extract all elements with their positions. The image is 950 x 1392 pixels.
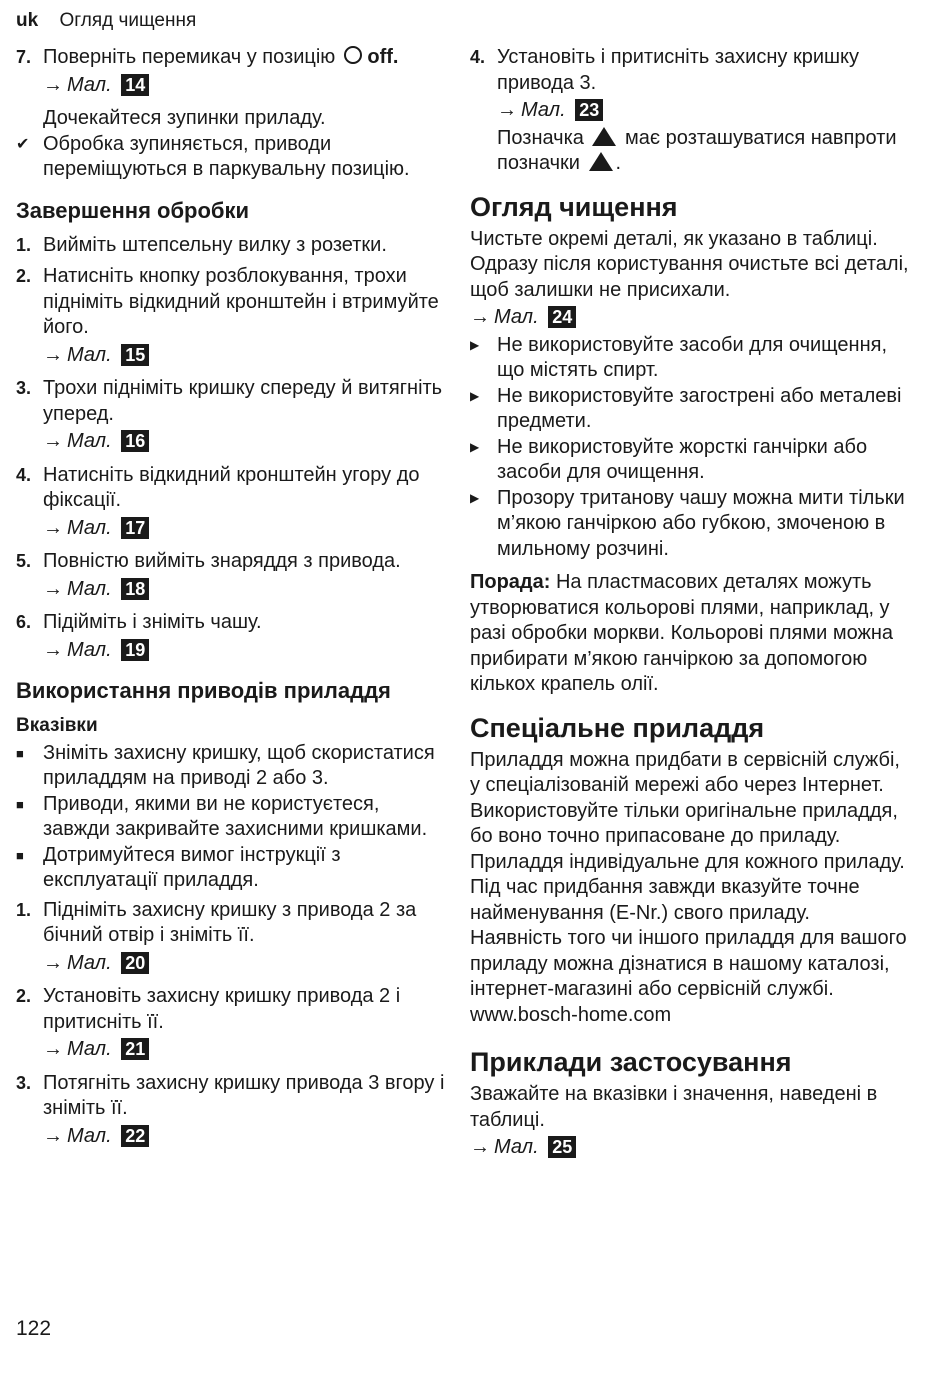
step-text: Натисніть кнопку розблокування, трохи підніміть відкидний кронштейн і втримуйте його. <box>43 265 439 338</box>
step-number: 3. <box>16 1072 32 1093</box>
arrow-right-icon: → <box>43 1038 63 1060</box>
bullet-item <box>16 843 448 894</box>
figure-label: Мал. <box>494 1136 539 1158</box>
result-line <box>16 132 448 183</box>
step-text: Повністю вийміть знаряддя з привода. <box>43 550 401 572</box>
bullet-item <box>470 384 910 435</box>
notes-title: Вказівки <box>16 715 98 736</box>
arrow-right-icon: → <box>43 343 63 366</box>
step-number: 1. <box>16 234 32 255</box>
step-number: 2. <box>16 986 32 1006</box>
arrow-right-icon: → <box>43 951 63 974</box>
numbered-step <box>16 984 448 1035</box>
figure-number: 21 <box>121 1038 149 1060</box>
figure-number: 17 <box>121 517 149 539</box>
figure-label: Мал. <box>67 577 112 600</box>
arrow-right-icon: → <box>43 577 63 600</box>
tip-text: На пластмасових деталях можуть утворюватися кольорові плями, наприклад, у разі обробки моркви. Кольорові плями можна прибирати м’якою ганчіркою за допомогою кількох крапель олії. <box>470 571 894 695</box>
figure-number: 22 <box>121 1125 149 1147</box>
website-link[interactable]: www.bosch-home.com <box>470 1003 672 1026</box>
wait-text: Дочекайтеся зупинки приладу. <box>43 107 326 129</box>
figure-number: 24 <box>548 306 576 328</box>
numbered-step <box>16 233 448 259</box>
figure-ref <box>43 73 448 99</box>
step-number: 5. <box>16 551 32 571</box>
triangle-bullet-icon: ▶ <box>470 439 480 454</box>
bullet-text: Дотримуйтеся вимог інструкції з експлуатації приладдя. <box>43 843 341 891</box>
figure-label: Мал. <box>67 951 112 974</box>
page-number: 122 <box>16 1317 52 1340</box>
step-text: Установіть захисну кришку привода 2 і притисніть її. <box>43 985 401 1033</box>
cleaning-paragraph-2: Одразу після користування очистьте всі деталі, щоб залишки не присихали. <box>470 253 909 301</box>
step-text: Установіть і притисніть захисну кришку привода 3. <box>497 46 860 94</box>
numbered-step <box>16 898 448 949</box>
triangle-mark-icon <box>592 127 616 146</box>
figure-label: Мал. <box>67 343 112 366</box>
mark-text-a: Позначка <box>497 126 584 149</box>
power-off-circle-icon <box>344 46 362 64</box>
step-text: Підійміть і зніміть чашу. <box>43 611 262 633</box>
triangle-bullet-icon: ▶ <box>470 490 480 505</box>
bullet-text: Прозору тританову чашу можна мити тільки м’якою ганчіркою або губкою, змоченою в мильному розчині. <box>497 486 905 560</box>
triangle-bullet-icon: ▶ <box>470 388 480 403</box>
arrow-right-icon: → <box>497 99 517 121</box>
tip-label: Порада: <box>470 571 551 593</box>
figure-number: 25 <box>548 1136 576 1158</box>
arrow-right-icon: → <box>470 1136 490 1158</box>
bullet-item <box>16 741 448 792</box>
step-7 <box>16 45 448 71</box>
step-text: Поверніть перемикач у позицію <box>43 46 336 68</box>
arrow-right-icon: → <box>43 73 63 96</box>
step-number: 4. <box>16 464 32 485</box>
section-title-finish: Завершення обробки <box>16 197 250 223</box>
finish-steps <box>16 233 448 664</box>
step-number: 4. <box>470 47 486 67</box>
bullet-text: Приводи, якими ви не користуєтеся, завжди закривайте захисними кришками. <box>43 792 428 840</box>
step-number: 7. <box>16 47 32 67</box>
square-bullet-icon: ■ <box>16 796 24 812</box>
special-paragraph-2: Приладдя індивідуальне для кожного приладу. Під час придбання завжди вказуйте точне найменування (E-Nr.) свого приладу. <box>470 850 905 924</box>
bullet-item <box>16 792 448 843</box>
step-number: 2. <box>16 266 32 286</box>
language-code: uk <box>16 10 39 31</box>
figure-label: Мал. <box>67 516 112 539</box>
figure-ref <box>43 638 448 664</box>
special-paragraph-3: Наявність того чи іншого приладдя для вашого приладу можна дізнатися в нашому каталозі, інтернет-магазині або сервісній службі. <box>470 927 907 1000</box>
figure-ref <box>43 343 448 369</box>
figure-number: 19 <box>121 639 149 661</box>
numbered-step <box>16 549 448 575</box>
tip-paragraph <box>470 570 910 698</box>
figure-number: 23 <box>575 99 603 121</box>
mark-text-b: має розташуватися навпроти позначки <box>497 126 897 174</box>
figure-label: Мал. <box>521 99 566 121</box>
accessories-steps <box>16 898 448 1150</box>
special-paragraph-1: Приладдя можна придбати в сервісній службі, у спеціалізованій мережі або через Інтернет. Використовуйте тільки оригінальне приладдя, бо воно точно припасоване до приладу. <box>470 748 900 847</box>
figure-label: Мал. <box>67 1124 112 1147</box>
section-title-accessories: Використання приводів приладдя <box>16 678 391 703</box>
square-bullet-icon: ■ <box>16 745 24 761</box>
figure-ref <box>497 98 910 124</box>
step-number: 6. <box>16 612 32 632</box>
arrow-right-icon: → <box>43 516 63 539</box>
numbered-step <box>16 463 448 514</box>
result-text: Обробка зупиняється, приводи переміщуються в паркувальну позицію. <box>43 132 410 180</box>
header-title: Огляд чищення <box>59 10 197 31</box>
notes-list <box>16 741 448 894</box>
numbered-step <box>16 610 448 636</box>
page-header <box>16 8 196 34</box>
figure-number: 20 <box>121 952 149 974</box>
step-text: Вийміть штепсельну вилку з розетки. <box>43 233 387 256</box>
figure-ref <box>43 1124 448 1150</box>
step-number: 1. <box>16 899 32 920</box>
bullet-text: Зніміть захисну кришку, щоб скористатися приладдям на приводі 2 або 3. <box>43 741 435 789</box>
cleaning-bullets <box>470 333 910 563</box>
off-label: off. <box>367 46 399 68</box>
bullet-text: Не використовуйте жорсткі ганчірки або засоби для очищення. <box>497 435 868 483</box>
triangle-mark-icon <box>589 152 613 171</box>
bullet-text: Не використовуйте загострені або металеві предмети. <box>497 384 902 432</box>
bullet-text: Не використовуйте засоби для очищення, що містять спирт. <box>497 333 887 381</box>
arrow-right-icon: → <box>43 430 63 452</box>
bullet-item <box>470 333 910 384</box>
figure-ref <box>470 1135 910 1161</box>
figure-label: Мал. <box>67 1038 112 1060</box>
step-text: Підніміть захисну кришку з привода 2 за бічний отвір і зніміть її. <box>43 898 417 946</box>
mark-note <box>497 126 910 177</box>
figure-ref <box>43 516 448 542</box>
step-text: Потягніть захисну кришку привода 3 вгору і зніміть її. <box>43 1071 445 1119</box>
numbered-step <box>16 1071 448 1122</box>
checkmark-icon: ✔ <box>16 135 30 153</box>
triangle-bullet-icon: ▶ <box>470 337 480 352</box>
arrow-right-icon: → <box>470 306 490 328</box>
cleaning-paragraph-1: Чистьте окремі деталі, як указано в таблиці. <box>470 227 878 250</box>
step-number: 3. <box>16 378 32 398</box>
figure-number: 14 <box>121 74 149 96</box>
bullet-item <box>470 486 910 563</box>
figure-label: Мал. <box>67 638 112 661</box>
figure-ref <box>43 1037 448 1063</box>
mark-text-c: . <box>615 152 622 174</box>
square-bullet-icon: ■ <box>16 847 24 863</box>
arrow-right-icon: → <box>43 638 63 661</box>
step-text: Натисніть відкидний кронштейн угору до фіксації. <box>43 463 420 511</box>
bullet-item <box>470 435 910 486</box>
step-text: Трохи підніміть кришку спереду й витягніть уперед. <box>43 377 443 425</box>
figure-ref <box>43 429 448 455</box>
section-title-special: Спеціальне приладдя <box>470 712 765 743</box>
figure-ref <box>470 305 910 331</box>
figure-number: 18 <box>121 578 149 600</box>
section-title-examples: Приклади застосування <box>470 1047 792 1077</box>
right-column <box>470 45 910 1161</box>
left-column <box>16 45 448 1157</box>
arrow-right-icon: → <box>43 1124 63 1147</box>
figure-label: Мал. <box>67 430 112 452</box>
examples-paragraph: Зважайте на вказівки і значення, наведені в таблиці. <box>470 1083 878 1131</box>
figure-label: Мал. <box>67 73 112 96</box>
numbered-step <box>16 264 448 341</box>
figure-ref <box>43 951 448 977</box>
section-title-cleaning: Огляд чищення <box>470 191 678 222</box>
numbered-step <box>16 376 448 427</box>
figure-label: Мал. <box>494 306 539 328</box>
figure-number: 15 <box>121 344 149 366</box>
step-4 <box>470 45 910 96</box>
figure-ref <box>43 577 448 603</box>
figure-number: 16 <box>121 430 149 452</box>
